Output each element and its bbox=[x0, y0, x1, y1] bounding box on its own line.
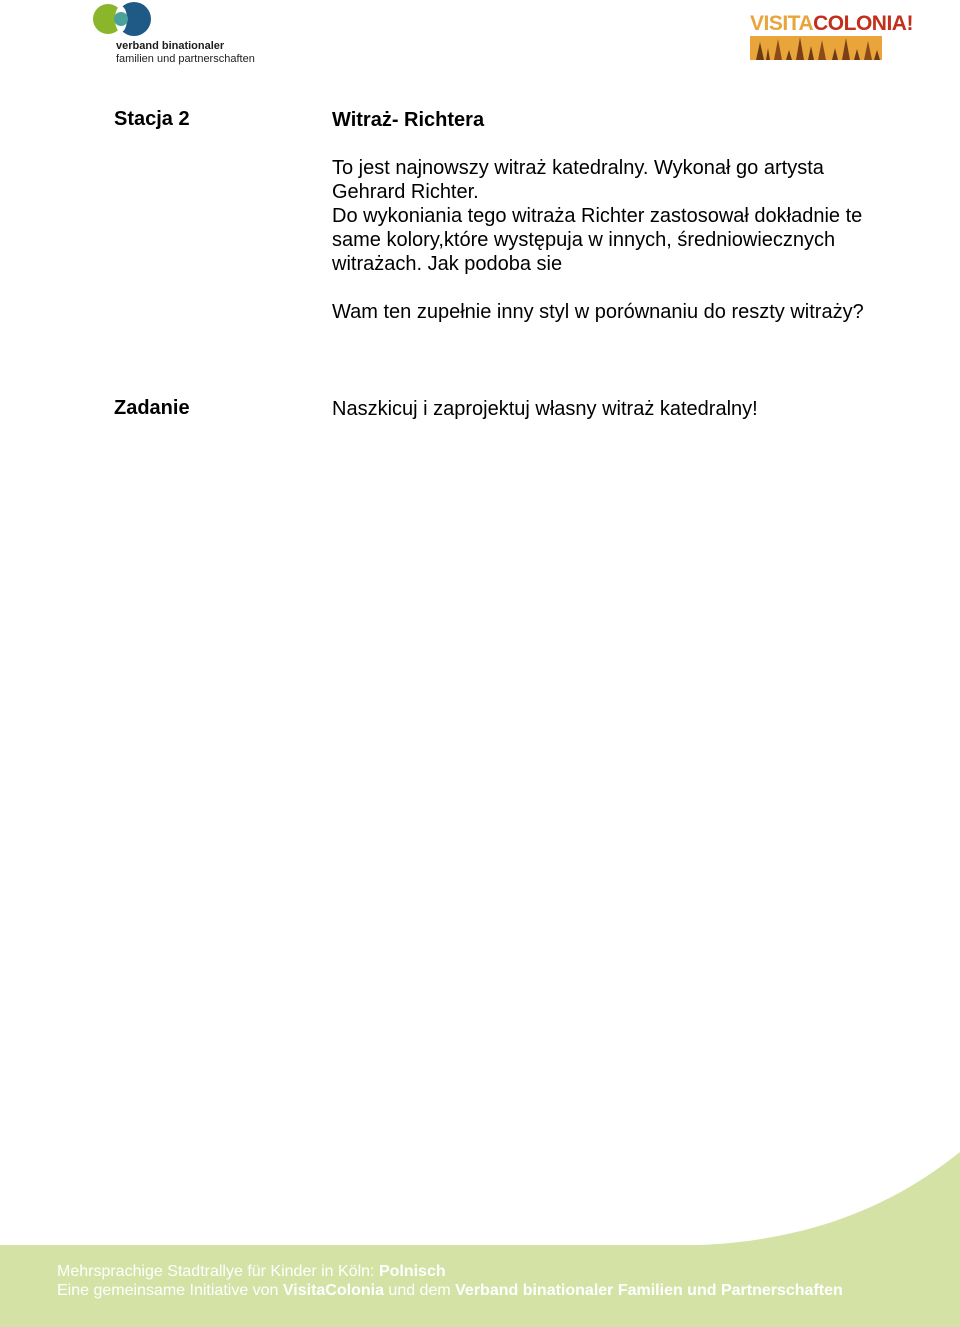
visitacolonia-wordmark bbox=[750, 12, 913, 36]
wordmark-part-1: VISITA bbox=[750, 12, 814, 35]
footer-line-1-text: Mehrsprachige Stadtrallye für Kinder in Köln: bbox=[57, 1263, 379, 1280]
task-text: Naszkicuj i zaprojektuj własny witraż katedralny! bbox=[332, 398, 758, 420]
station-label: Stacja 2 bbox=[114, 108, 190, 130]
visitacolonia-logo bbox=[750, 12, 913, 64]
cologne-skyline-icon bbox=[750, 36, 882, 60]
wordmark-part-2: COLONIA! bbox=[813, 12, 913, 35]
verband-binationaler-logo bbox=[88, 2, 268, 68]
logo-circles-icon bbox=[90, 2, 154, 38]
footer-line-1 bbox=[57, 1263, 446, 1281]
footer-line-2-text-2: und dem bbox=[383, 1282, 456, 1299]
footer-line-2-text-1: Eine gemeinsame Initiative von bbox=[57, 1282, 283, 1299]
station-title: Witraż- Richtera bbox=[332, 109, 485, 131]
station-paragraph-3: Wam ten zupełnie inny styl w porównaniu do reszty witraży? bbox=[332, 301, 864, 323]
footer-line-2 bbox=[57, 1282, 843, 1300]
task-label: Zadanie bbox=[114, 397, 190, 419]
task-content bbox=[332, 397, 892, 421]
footer-language: Polnisch bbox=[378, 1263, 446, 1280]
station-paragraph-1: To jest najnowszy witraż katedralny. Wykonał go artysta Gehrard Richter. bbox=[332, 157, 824, 203]
footer-verband: Verband binationaler Familien und Partnerschaften bbox=[455, 1282, 843, 1299]
logo-line-2: familien und partnerschaften bbox=[116, 53, 255, 65]
footer-visitacolonia: VisitaColonia bbox=[282, 1282, 384, 1299]
station-paragraph-2: Do wykoniania tego witraża Richter zastosował dokładnie te same kolory,które występuja w innych, średniowiecznych witrażach. Jak podoba sie bbox=[332, 205, 863, 275]
station-content bbox=[332, 108, 892, 324]
logo-line-1: verband binationaler bbox=[116, 40, 225, 52]
